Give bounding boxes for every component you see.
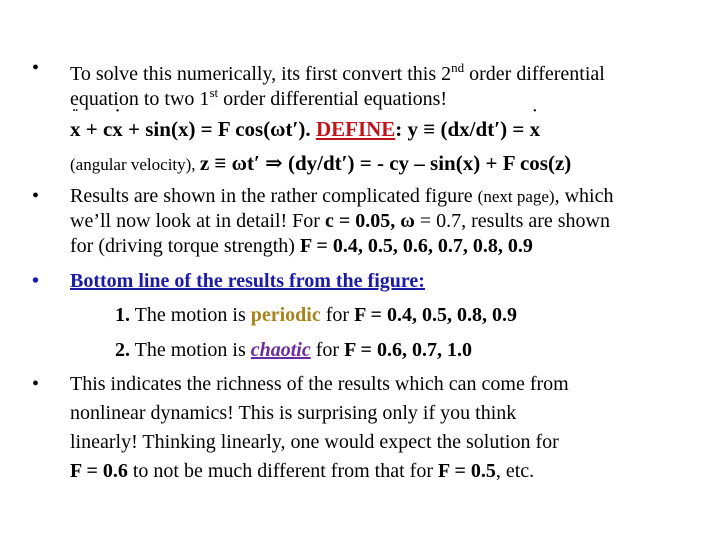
equation-line-2: (angular velocity), z ≡ ωt′ ⇒ (dy/dt′) = - cy – sin(x) + F cos(z) xyxy=(70,151,572,175)
define-label: DEFINE xyxy=(315,117,396,141)
equation-line-1: ¨ x + c˙ x + sin(x) = F cos(ωt′). DEFINE: y ≡ (dx/dt′) = ˙ x xyxy=(70,117,540,141)
paragraph-1-line-1: To solve this numerically, its first convert this 2nd order differential xyxy=(70,60,605,85)
paragraph-1-line-2: equation to two 1st order differential equations! xyxy=(70,85,448,110)
bullet-marker: • xyxy=(32,270,40,292)
periodic-label: periodic xyxy=(250,304,321,326)
chaotic-label: chaotic xyxy=(250,339,311,361)
x-dot: ˙ x xyxy=(112,117,123,141)
result-item-chaotic: 2. The motion is chaotic for F = 0.6, 0.7, 1.0 xyxy=(115,339,472,361)
bullet-marker: • xyxy=(32,185,40,207)
paragraph-2-line-2: we’ll now look at in detail! For c = 0.05, ω = 0.7, results are shown xyxy=(70,210,610,232)
bullet-marker: • xyxy=(32,373,40,395)
x-double-dot: ¨ x xyxy=(70,117,81,141)
paragraph-4-line-3: linearly! Thinking linearly, one would expect the solution for xyxy=(70,431,559,453)
paragraph-4-line-2: nonlinear dynamics! This is surprising only if you think xyxy=(70,402,517,424)
paragraph-4-line-1: This indicates the richness of the results which can come from xyxy=(70,373,569,395)
paragraph-2-line-1: Results are shown in the rather complicated figure (next page), which xyxy=(70,185,614,207)
paragraph-4-line-4: F = 0.6 to not be much different from that for F = 0.5, etc. xyxy=(70,460,535,482)
results-heading: Bottom line of the results from the figure: xyxy=(70,270,425,292)
x-dot-2: ˙ x xyxy=(530,117,541,141)
bullet-marker: • xyxy=(32,57,40,79)
paragraph-2-line-3: for (driving torque strength) F = 0.4, 0.5, 0.6, 0.7, 0.8, 0.9 xyxy=(70,235,533,257)
result-item-periodic: 1. The motion is periodic for F = 0.4, 0.5, 0.8, 0.9 xyxy=(115,304,517,326)
